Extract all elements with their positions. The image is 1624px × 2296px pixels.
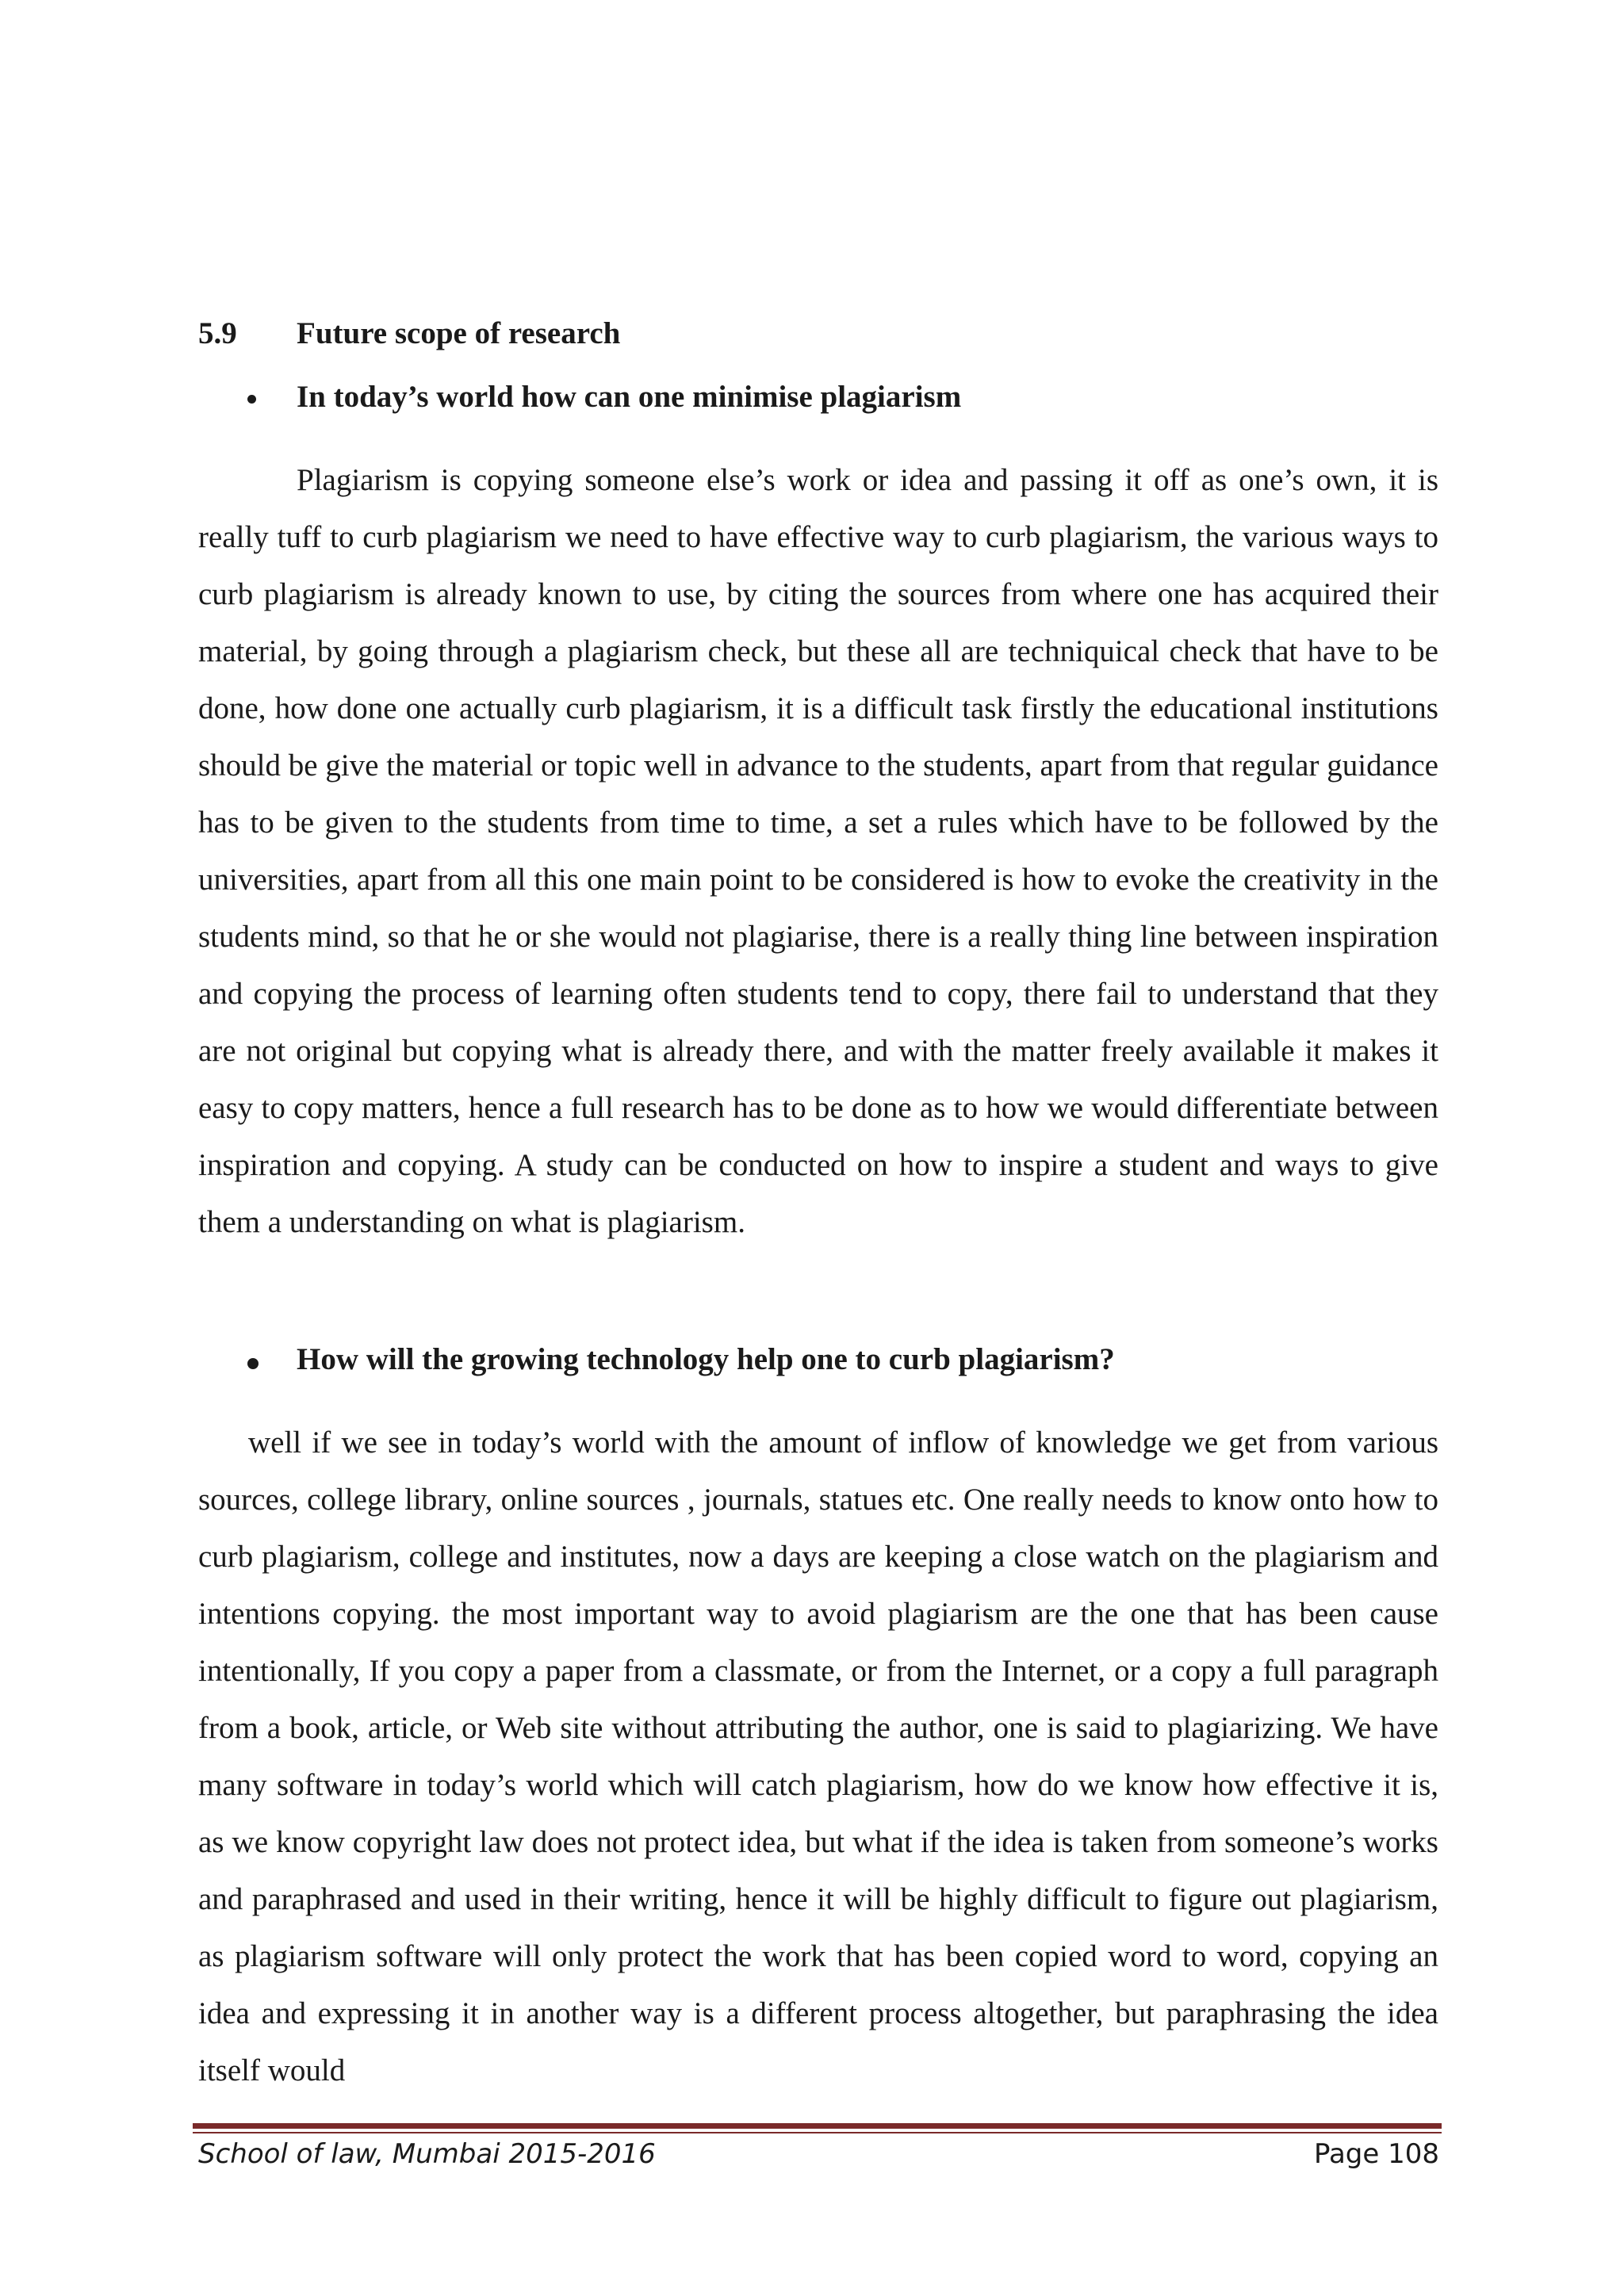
footer-institution: School of law, Mumbai 2015-2016 <box>198 2138 656 2170</box>
body-paragraph: Plagiarism is copying someone else’s work or idea and passing it off as one’s own, it is really tuff to curb plagiarism we need to have effective way to curb plagiarism, the various ways to curb plagiarism is already known to use, by citing the sources from where one has acquired their material, by going through a plagiarism check, but these all are techniquical check that have to be done, how done one actually curb plagiarism, it is a difficult task firstly the educational institutions should be give the material or topic well in advance to the students, apart from that regular guidance has to be given to the students from time to time, a set a rules which have to be followed by the universities, apart from all this one main point to be considered is how to evoke the creativity in the students mind, so that he or she would not plagiarise, there is a really thing line between inspiration and copying the process of learning often students tend to copy, there fail to understand that they are not original but copying what is already there, and with the matter freely available it makes it easy to copy matters, hence a full research has to be done as to how we would differentiate between inspiration and copying. A study can be conducted on how to inspire a student and ways to give them a understanding on what is plagiarism. <box>198 463 1438 1239</box>
section-number: 5.9 <box>198 316 237 350</box>
footer-rule <box>193 2123 1442 2129</box>
bullet-dot-icon <box>247 395 256 404</box>
bullet-dot-icon <box>247 1358 259 1369</box>
section-title: Future scope of research <box>297 316 621 350</box>
section-heading <box>198 316 620 351</box>
page-number: Page 108 <box>1313 2138 1439 2170</box>
bullet-heading-text: In today’s world how can one minimise plagiarism <box>297 380 962 414</box>
footer-rule-thin <box>193 2132 1442 2133</box>
body-paragraph: well if we see in today’s world with the amount of inflow of knowledge we get from various sources, college library, online sources , journals, statues etc. One really needs to know onto how to curb plagiarism, college and institutes, now a days are keeping a close watch on the plagiarism and intentions copying. the most important way to avoid plagiarism are the one that has been cause intentionally, If you copy a paper from a classmate, or from the Internet, or a copy a full paragraph from a book, article, or Web site without attributing the author, one is said to plagiarizing. We have many software in today’s world which will catch plagiarism, how do we know how effective it is, as we know copyright law does not protect idea, but what if the idea is taken from someone’s works and paraphrased and used in their writing, hence it will be highly difficult to figure out plagiarism, as plagiarism software will only protect the work that has been copied word to word, copying an idea and expressing it in another way is a different process altogether, but paraphrasing the idea itself would <box>198 1425 1438 2087</box>
bullet-heading-text: How will the growing technology help one to curb plagiarism? <box>297 1342 1115 1376</box>
